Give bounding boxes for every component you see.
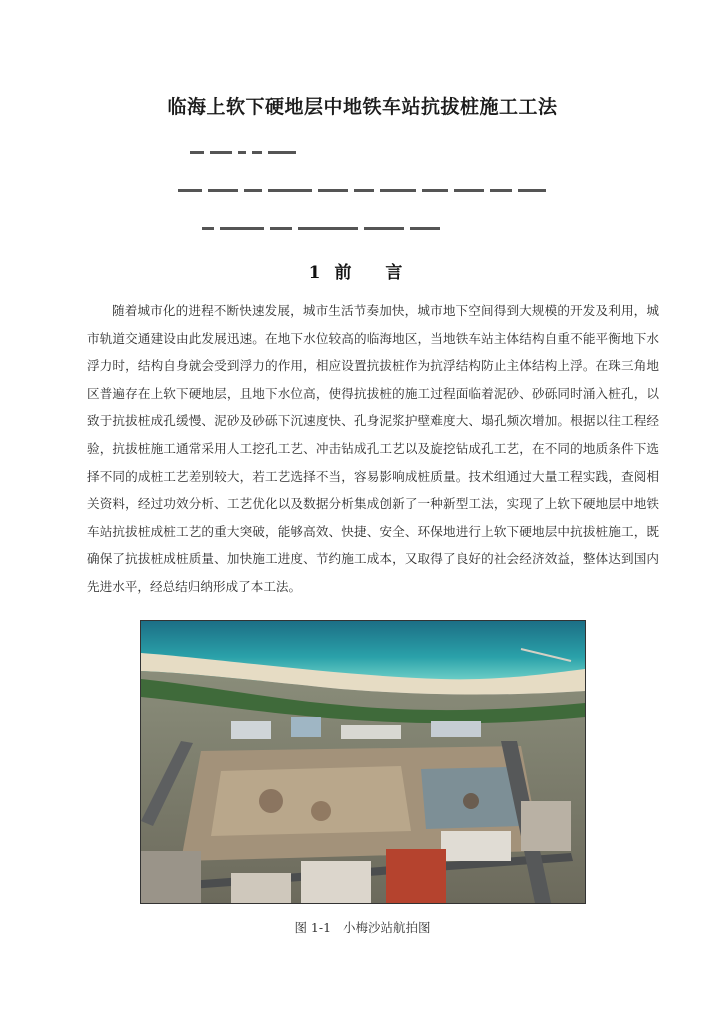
aerial-photo xyxy=(140,620,586,904)
section-title: 前 言 xyxy=(334,263,417,283)
figure-caption xyxy=(0,918,725,936)
redacted-affiliation-line xyxy=(178,180,552,188)
section-number: 1 xyxy=(308,263,321,283)
redacted-authors-line xyxy=(190,142,302,150)
figure-caption-text: 小梅沙站航拍图 xyxy=(343,920,431,935)
document-title: 临海上软下硬地层中地铁车站抗拔桩施工工法 xyxy=(167,96,558,118)
redacted-address-line xyxy=(202,218,446,226)
paragraph-text: 随着城市化的进程不断快速发展，城市生活节奏加快，城市地下空间得到大规模的开发及利用，城市轨道交通建设由此发展迅速。在地下水位较高的临海地区，当地铁车站主体结构自重不能平衡地下水浮力时，结构自身就会受到浮力的作用，相应设置抗拔桩作为抗浮结构防止主体结构上浮。在珠三角地区普遍存在上软下硬地层，且地下水位高，使得抗拔桩的施工过程面临着泥砂、砂砾同时涌入桩孔，以致于抗拔桩成孔缓慢、泥砂及砂砾下沉速度快、孔身泥浆护壁难度大、塌孔频次增加。根据以往工程经验，抗拔桩施工通常采用人工挖孔工艺、冲击钻成孔工艺以及旋挖钻成孔工艺，在不同的地质条件下选择不同的成桩工艺差别较大，若工艺选择不当，容易影响成桩质量。技术组通过大量工程实践，查阅相关资料，经过功效分析、工艺优化以及数据分析集成创新了一种新型工法，实现了上软下硬地层中地铁车站抗拔桩成桩工艺的重大突破，能够高效、快捷、安全、环保地进行上软下硬地层中抗拔桩施工，既确保了抗拔桩成桩质量、加快施工进度、节约施工成本，又取得了良好的社会经济效益，整体达到国内先进水平，经总结归纳形成了本工法。 xyxy=(87,303,659,594)
section-heading xyxy=(0,258,725,283)
introduction-paragraph xyxy=(87,297,659,601)
figure-number: 图 1-1 xyxy=(294,920,332,935)
